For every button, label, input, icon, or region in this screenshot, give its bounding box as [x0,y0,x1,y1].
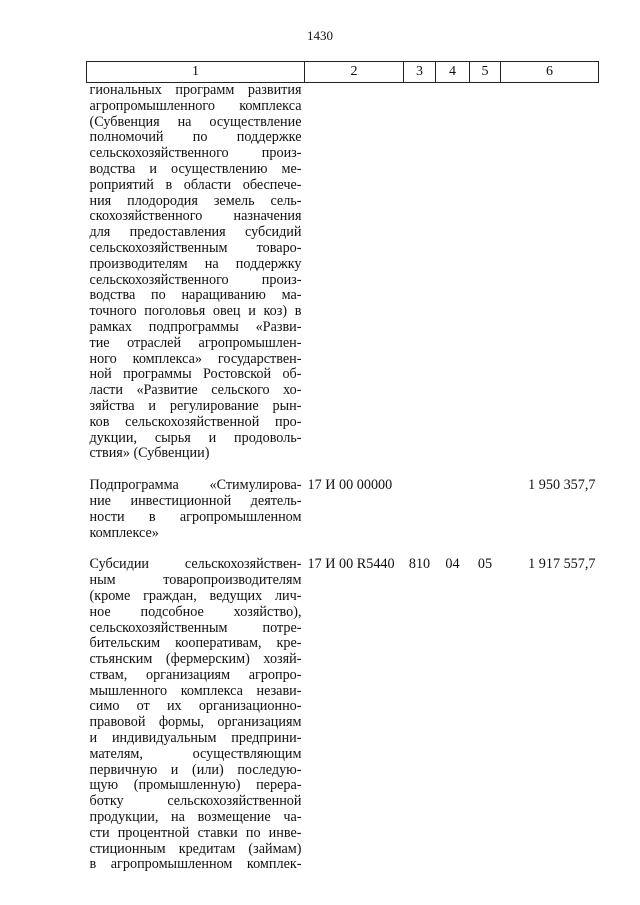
row-amount [501,83,599,463]
row-name-line: сти процентной ставки по инве- [89,824,302,841]
row-name-line: ствия» (Субвенции) [89,445,210,462]
row-name-line: правовой формы, организациям [89,714,302,731]
row-code: 17 И 00 00000 [307,477,393,494]
row-name-line: стьянским (фермерским) хозяй- [89,651,302,668]
row-name-line: рамках подпрограммы «Разви- [89,318,302,335]
row-spacer [87,462,599,478]
row-name-line: мателям, осуществляющим [89,745,302,762]
row-amount: 1 950 357,7 [528,477,596,494]
row-name-line: водства и осуществлению ме- [89,160,302,177]
page-number: 1430 [307,28,333,43]
row-name-line: первичную и (или) последую- [89,761,302,778]
row-name-line: бительским кооперативам, кре- [89,635,302,652]
table-row [87,83,599,463]
row-rz [436,478,470,541]
row-name-line: и индивидуальным предприни- [89,730,302,747]
row-name-line: точного поголовья овец и коз) в [89,303,302,320]
row-vr: 810 [408,556,431,573]
row-rz: 04 [445,556,460,573]
row-name-line: полномочий по поддержке [89,129,302,146]
row-name-line: ности в агропромышленном [89,508,302,525]
row-vr [404,478,436,541]
row-name-line: сельскохозяйственным потре- [89,619,302,636]
row-name-line: мышленного комплекса незави- [89,682,302,699]
row-pr [470,478,501,541]
row-name-line: сельскохозяйственного произ- [89,271,302,288]
row-name-line: стиционным кредитам (займам) [89,840,302,857]
row-name-line: в агропромышленном комплек- [89,856,302,873]
row-name-line: симо от их организационно- [89,698,302,715]
column-header-3: 3 [404,62,436,83]
row-name-line: гиональных программ развития [89,82,302,98]
column-header-2: 2 [305,62,404,83]
row-name-line: (Субвенция на осуществление [89,113,302,130]
table-row [87,478,599,541]
column-header-1: 1 [87,62,305,83]
row-name-line: ласти «Развитие сельского хо- [89,382,302,399]
row-name-line: ния плодородия земель сель- [89,192,302,209]
row-name-line: сельскохозяйственным товаро- [89,239,302,256]
row-pr: 05 [477,556,493,573]
row-name-line: ной программы Ростовской об- [89,366,302,383]
row-name [87,83,305,463]
row-name-line: водства по наращиванию ма- [89,287,302,304]
row-name-line: скохозяйственного назначения [89,208,302,225]
table-row [87,557,599,873]
row-name-line: Подпрограмма «Стимулирова- [89,477,302,494]
row-name-line: зяйства и регулирование рын- [89,397,302,414]
row-amount: 1 917 557,7 [528,556,596,573]
row-name-line: ние инвестиционной деятель- [89,492,302,509]
row-name-line: тие отраслей агропромышлен- [89,334,302,351]
row-name-line: ным товаропроизводителям [89,572,302,589]
row-name-line: ствам, организациям агропро- [89,666,302,683]
row-name-line: (кроме граждан, ведущих лич- [89,587,302,604]
row-name-line: для предоставления субсидий [89,224,302,241]
row-name-line: ботку сельскохозяйственной [89,793,302,810]
column-header-6: 6 [501,62,599,83]
header-row [87,62,599,83]
row-pr [470,83,501,463]
row-code [305,83,404,463]
row-name-line: дукции, сырья и продоволь- [89,429,302,446]
row-name-line: продукции, на возмещение ча- [89,809,302,826]
row-rz [436,83,470,463]
row-spacer [87,541,599,557]
row-name-line: ное подсобное хозяйство), [89,603,302,620]
table-header [87,62,599,83]
column-header-4: 4 [436,62,470,83]
row-code: 17 И 00 R5440 [307,556,395,573]
row-name [87,557,305,873]
row-name-line: ного комплекса» государствен- [89,350,302,367]
row-name-line: производителям на поддержку [89,255,302,272]
row-name-line: ков сельскохозяйственной про- [89,413,302,430]
row-name [87,478,305,541]
row-name-line: сельскохозяйственного произ- [89,145,302,162]
row-vr [404,83,436,463]
row-name-line: щую (промышленную) перера- [89,777,302,794]
row-name-line: роприятий в области обеспече- [89,176,302,193]
row-name-line: комплексе» [89,524,159,541]
row-name-line: Субсидии сельскохозяйствен- [89,556,302,573]
budget-table [86,61,599,873]
row-name-line: агропромышленного комплекса [89,97,302,114]
column-header-5: 5 [470,62,501,83]
